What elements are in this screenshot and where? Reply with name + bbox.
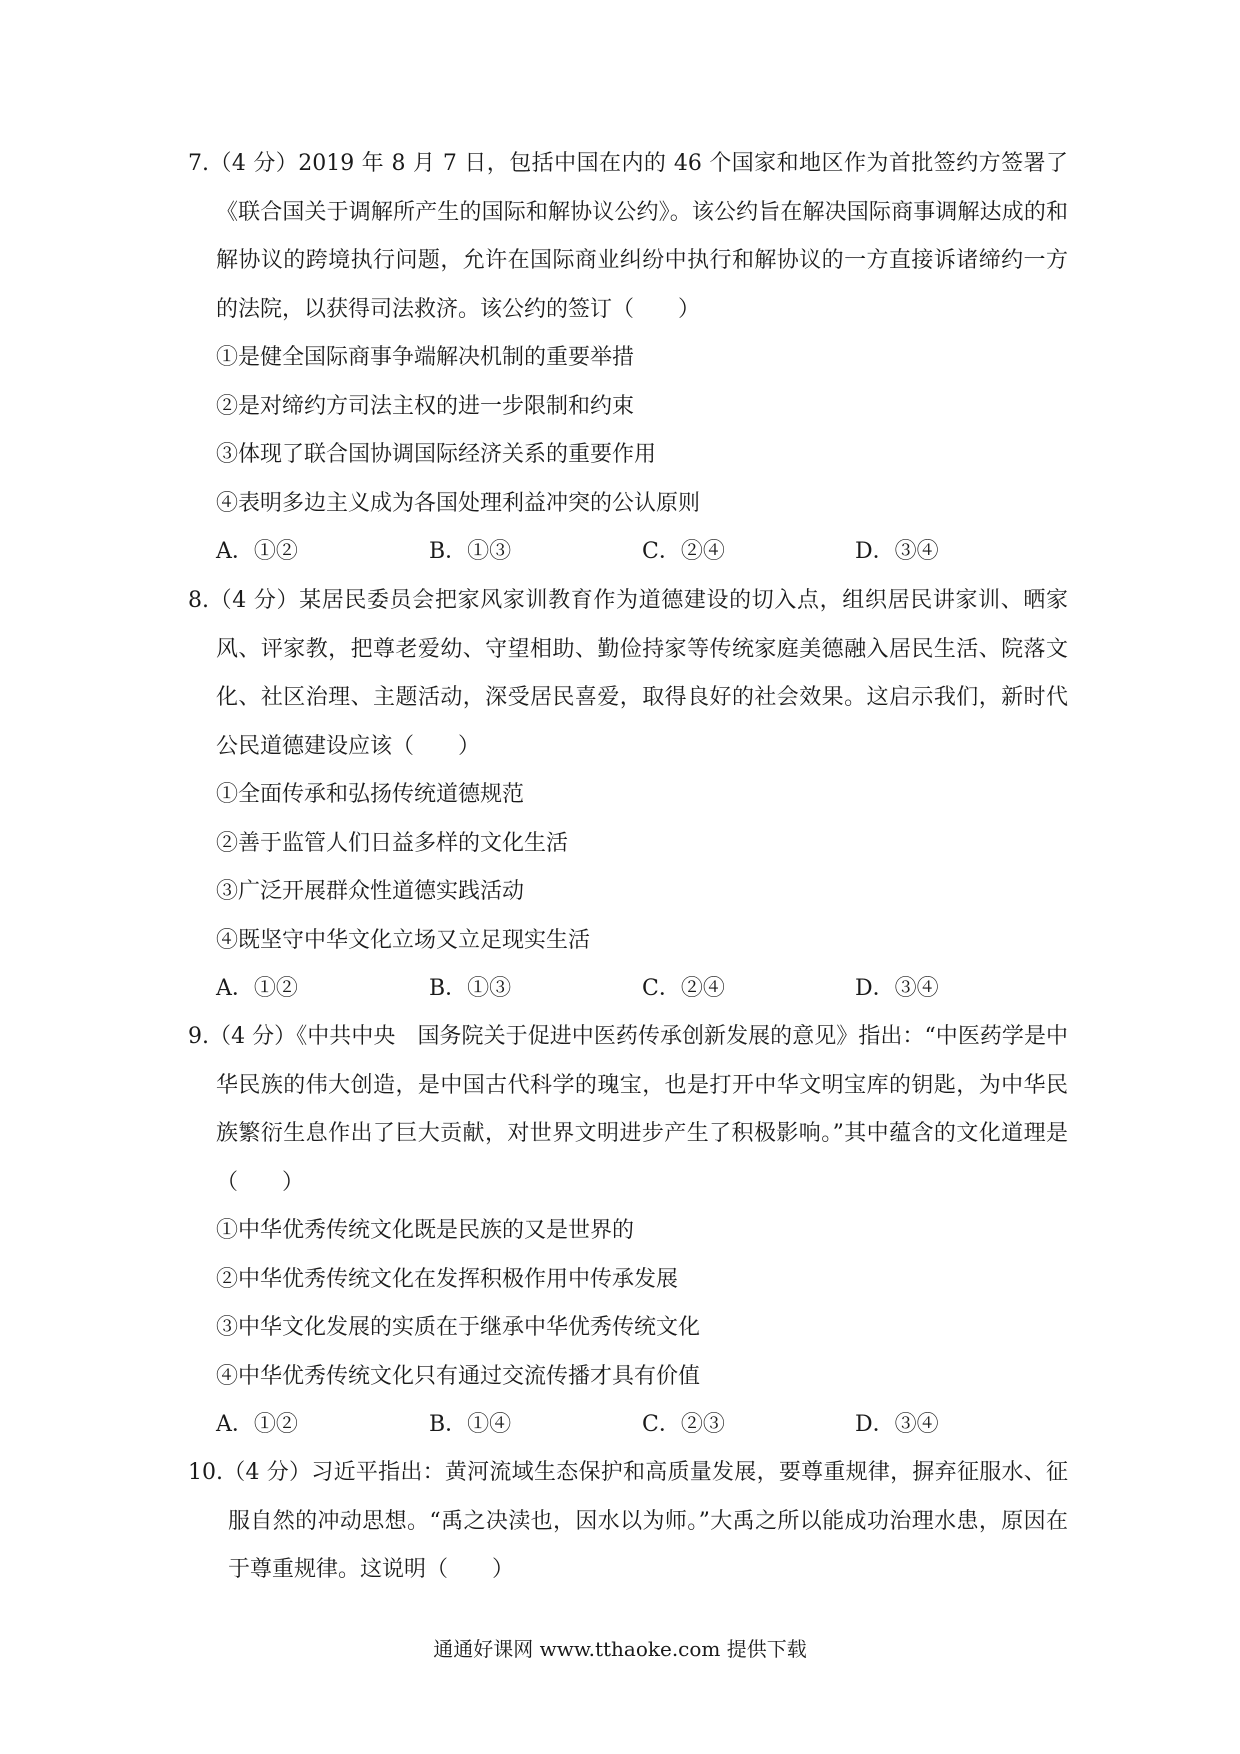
question-stem bbox=[188, 1013, 1068, 1207]
question-stem bbox=[188, 140, 1068, 334]
choice-d: D．③④ bbox=[855, 539, 939, 564]
statement-option: ③体现了联合国协调国际经济关系的重要作用 bbox=[216, 442, 657, 467]
statement-option: ①中华优秀传统文化既是民族的又是世界的 bbox=[216, 1218, 635, 1243]
question-text: （4 分）某居民委员会把家风家训教育作为道德建设的切入点，组织居民讲家训、晒家风、评家教，把尊老爱幼、守望相助、勤俭持家等传统家庭美德融入居民生活、院落文化、社区治理、主题活动，深受居民喜爱，取得良好的社会效果。这启示我们，新时代公民道德建设应该（ ） bbox=[209, 588, 1068, 759]
statement-option: ①是健全国际商事争端解决机制的重要举措 bbox=[216, 345, 635, 370]
page-footer: 通通好课网 www.tthaoke.com 提供下载 bbox=[433, 1637, 807, 1661]
choice-b: B．①④ bbox=[429, 1412, 512, 1437]
choice-b: B．①③ bbox=[429, 539, 512, 564]
question-9 bbox=[188, 1013, 1068, 1450]
choice-a: A．①② bbox=[216, 1412, 298, 1437]
question-text: （4 分）《中共中央 国务院关于促进中医药传承创新发展的意见》指出：“中医药学是中华民族的伟大创造，是中国古代科学的瑰宝，也是打开中华文明宝库的钥匙，为中华民族繁衍生息作出了巨大贡献，对世界文明进步产生了积极影响。”其中蕴含的文化道理是（ ） bbox=[209, 1024, 1068, 1195]
question-7 bbox=[188, 140, 1068, 577]
choice-c: C．②④ bbox=[642, 539, 725, 564]
question-number: 10. bbox=[188, 1460, 223, 1485]
statement-option: ③中华文化发展的实质在于继承中华优秀传统文化 bbox=[216, 1315, 701, 1340]
choice-c: C．②④ bbox=[642, 976, 725, 1001]
statement-option: ②中华优秀传统文化在发挥积极作用中传承发展 bbox=[216, 1266, 679, 1292]
question-number: 9. bbox=[188, 1024, 209, 1049]
question-stem bbox=[188, 577, 1068, 771]
question-8 bbox=[188, 577, 1068, 1014]
statement-option: ④既坚守中华文化立场又立足现实生活 bbox=[216, 927, 591, 953]
choice-a: A．①② bbox=[216, 976, 298, 1001]
question-stem bbox=[188, 1449, 1068, 1595]
choice-d: D．③④ bbox=[855, 976, 939, 1001]
statement-option: ④表明多边主义成为各国处理利益冲突的公认原则 bbox=[216, 490, 701, 516]
answer-choices bbox=[188, 965, 1068, 1014]
question-text: （4 分）习近平指出：黄河流域生态保护和高质量发展，要尊重规律，摒弃征服水、征服自然的冲动思想。“禹之决渎也，因水以为师。”大禹之所以能成功治理水患，原因在于尊重规律。这说明（ ） bbox=[223, 1460, 1068, 1582]
statement-option: ①全面传承和弘扬传统道德规范 bbox=[216, 782, 525, 807]
choice-c: C．②③ bbox=[642, 1412, 725, 1437]
question-text: （4 分）2019 年 8 月 7 日，包括中国在内的 46 个国家和地区作为首批签约方签署了《联合国关于调解所产生的国际和解协议公约》。该公约旨在解决国际商事调解达成的和解协议的跨境执行问题，允许在国际商业纠纷中执行和解协议的一方直接诉诸缔约一方的法院，以获得司法救济。该公约的签订（ ） bbox=[209, 151, 1068, 322]
statement-option: ②是对缔约方司法主权的进一步限制和约束 bbox=[216, 393, 635, 419]
statement-option: ④中华优秀传统文化只有通过交流传播才具有价值 bbox=[216, 1363, 701, 1389]
answer-choices bbox=[188, 528, 1068, 577]
statement-option: ③广泛开展群众性道德实践活动 bbox=[216, 879, 525, 904]
choice-b: B．①③ bbox=[429, 976, 512, 1001]
answer-choices bbox=[188, 1401, 1068, 1450]
question-number: 7. bbox=[188, 151, 209, 176]
question-10 bbox=[188, 1449, 1068, 1595]
choice-a: A．①② bbox=[216, 539, 298, 564]
statement-option: ②善于监管人们日益多样的文化生活 bbox=[216, 830, 569, 856]
question-number: 8. bbox=[188, 588, 209, 613]
choice-d: D．③④ bbox=[855, 1412, 939, 1437]
